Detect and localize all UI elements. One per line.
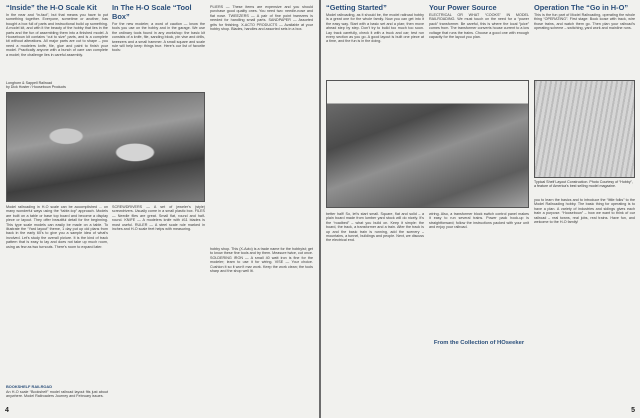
- right-column-3: [534, 0, 635, 73]
- left-page: [0, 0, 319, 418]
- left-page-number: 4: [5, 407, 9, 414]
- right-column-1-lower: [326, 212, 424, 402]
- kit-body-text: In the near and “in-fact”, but that means you have to put something together. Everyone, sometime or another, has bought a box full of parts and instructional build up something. A model kit, and with it the beauty of the hobby that lies in the parts and the fun of assembling them into a finished model. A Hooseboun kit contains “cut to size” parts, and is a complete kit without alterations. All major parts are cut to shape – you need a modelers knife, file, glue and paint to finish your model. Practically anyone with a bunch of care can complete a model; the challenge lies in careful assembly.: [6, 13, 108, 57]
- right-column-1: [326, 0, 424, 79]
- operation-heading: Operation The “Go in H-O”: [534, 3, 629, 12]
- layout-body-text: Model railroading in H-O scale can be accomplished ... on many wonderful ways using the “table-top” approach. Models are built on a table or base top board and become a display piece or layout. They offer beautiful detail for the beginning. This type scale models can easily be made on a table. To illustrate the “Yard layout” theme, 1 day put up old plans from back in the early 60’s to give you a sample idea of what’s involved. Let’s study the overall picture. It is the kind of track pattern that is easy to lay and does not take up much room, using as few as two turnouts. There’s room to expand later.: [6, 205, 108, 249]
- kit-heading: “Inside” the H-O Scale Kit: [6, 3, 97, 12]
- right-page-number: 5: [631, 407, 635, 414]
- left-column-1-lower: [6, 205, 108, 404]
- left-column-2: [112, 0, 205, 98]
- layout-photo-caption: Longhorn & Sappell Railroad by Dick Hoster / Hooseboun Products: [6, 81, 66, 90]
- mountain-layout-photo: [326, 80, 529, 208]
- left-column-2-lower: [112, 205, 205, 401]
- left-column-3: [210, 0, 313, 397]
- shelf-layout-photo: [534, 80, 635, 178]
- toolbox-body-text: For the new modeler, a word of caution — know the tools you use on the hobby and in the garage. We use the ordinary tools found in any workshop: the basic kit consists of a knife, file, sanding block, pin vise and drills, tweezers and a small hammer. A small square and scale rule will help keep things true. Here’s our list of favorite tools:: [112, 22, 205, 53]
- tools-lower-text: hobby shop. This (X-Acto) is a trade name for the hobbyist; get to know these fine tools and try them. Measure twice, cut once. SOLDERING IRON — A small 40 watt iron is fine for the modeler; learn to use it for wiring. VISE — Your choice. Cushion it so it won’t mar work. Keep the work clean; the tools sharp and the shop well lit.: [210, 247, 313, 274]
- power-source-lower: wiring. Also, a transformer block switch control panel makes it easy to run several trains. Power pack hook-up is straightforward; follow the instructions packed with your unit and enjoy your railroad.: [429, 212, 529, 230]
- right-column-3-lower: [534, 198, 635, 402]
- power-source-body: ELECTRICAL OR WHAT “COOKS” IN MODEL RAILROADING. We must touch on the need for a “power pack” transformer. Be careful, this is where the local “juice” comes from. The transformer converts house current to a low voltage that runs the trains. Choose a good one with enough capacity for the layout you plan.: [429, 13, 529, 40]
- getting-started-lower: better half! So, let’s start small. Square, flat and solid – a plain board made from lumber yard stock will do nicely. It’s the “roadbed” – what you build on. Keep it simple: the board, the track, a transformer and a train. After the track is up and the basic train is running, add the scenery – mountains, a tunnel, buildings and people. Next, we discuss the electrical end.: [326, 212, 424, 243]
- tools-continued-text: PLIERS — These items are expensive and you should purchase good quality ones. You need two: needle-nose and flat nose. TWEEZERS — A pair of fine point tweezers is needed for handling small parts. SANDPAPER — Assorted grits for finishing. X-ACTO PRODUCTS — Available at your hobby shop. Blades, handles and assorted sets in a box.: [210, 5, 313, 32]
- right-column-2: [429, 0, 529, 79]
- power-source-heading: Your Power Source: [429, 3, 497, 12]
- right-column-2-lower: [429, 212, 529, 330]
- from-collection-credit: From the Collection of HOseeker: [433, 340, 525, 346]
- right-page: [321, 0, 640, 418]
- tools-list-text: SCREWDRIVERS — A set of jeweler’s (style) screwdrivers. Usually come in a small plastic box. FILES — Needle files are great. Small flat, round and half-round. KNIFE — A modelers knife with #11 blades is most useful. RULER — A steel scale rule marked in inches and H-O scale feet helps with measuring.: [112, 205, 205, 232]
- left-column-1: [6, 0, 108, 90]
- operation-body: This is the fun part of Model Railroading, operating the whole thing “OPERATING”. First stage: Book loose with track, wire those trains, and watch them go. Then plan your railroad’s operating scheme – switching, yard work and mainline runs.: [534, 13, 635, 31]
- toolbox-heading: In The H-O Scale “Tool Box”: [112, 3, 192, 21]
- getting-started-heading: “Getting Started”: [326, 3, 387, 12]
- operation-lower: you to learn the basics and to introduce the “little folks” to the Model Railroading hobby. The basic thing for operating is to have a plan. A variety of industries and sidings gives each train a purpose. “Hooseboun” – how we want to think of our railroad – real towns, real jobs, real trains. Have fun, and welcome to the H-O family!: [534, 198, 635, 225]
- getting-started-body: Model railroading, as it should be, the model railroad hobby is a great one for the whole family. Now you can get into it the easy way. Start with a basic set and a plan; then move ahead step by step. Don’t try to build too much too soon. Lay track carefully, check it with a truck and car; test run every section as you go. A good layout is built one piece at a time, and the fun is in the doing.: [326, 13, 424, 44]
- layout-photo: [6, 92, 205, 202]
- shelf-photo-caption: Typical Shelf Layout Construction. Photo Courtesy of “Hobby”, a feature of America’s best selling model magazine.: [534, 180, 633, 189]
- bookshelf-body: An H-O scale “Bookshelf” model railroad layout fits just about anywhere. Model Railroaders Journey and February issues.: [6, 389, 108, 398]
- bookshelf-heading: BOOKSHELF RAILROAD: [6, 384, 53, 389]
